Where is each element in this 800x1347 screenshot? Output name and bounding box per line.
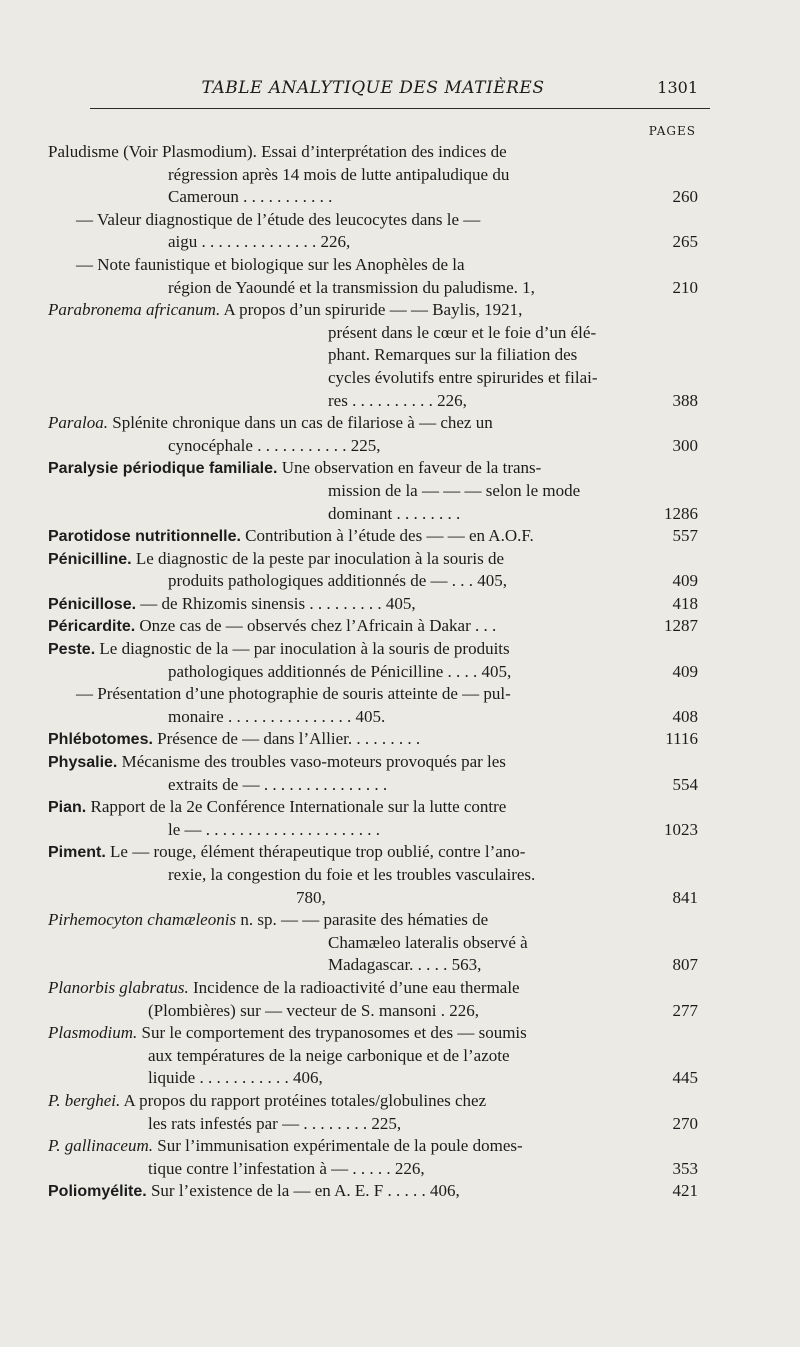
index-line-text: Paralysie périodique familiale. Une observation en faveur de la trans- — [48, 458, 542, 478]
index-line — [48, 1022, 698, 1045]
index-line — [48, 841, 698, 864]
index-line-text: Madagascar. . . . . 563, — [328, 955, 482, 975]
index-line-text: Paraloa. Splénite chronique dans un cas de filariose à — chez un — [48, 413, 493, 433]
index-page-ref: 1286 — [664, 503, 698, 523]
index-line-text: Pirhemocyton chamæleonis n. sp. — — parasite des hématies de — [48, 910, 489, 930]
index-page-ref: 841 — [672, 887, 698, 907]
index-line-text: les rats infestés par — . . . . . . . . 225, — [148, 1113, 402, 1133]
running-title: TABLE ANALYTIQUE DES MATIÈRES — [201, 78, 545, 98]
index-line — [48, 344, 698, 367]
index-page-ref: 210 — [672, 277, 698, 297]
index-page-ref: 554 — [672, 774, 698, 794]
index-line-text: Parabronema africanum. A propos d’un spiruride — — Baylis, 1921, — [48, 300, 523, 320]
index-line — [48, 1113, 698, 1136]
index-page-ref: 445 — [672, 1068, 698, 1088]
index-line-text: (Plombières) sur — vecteur de S. mansoni . 226, — [148, 1000, 479, 1020]
index-line — [48, 435, 698, 458]
index-line — [48, 864, 698, 887]
index-line-text: Parotidose nutritionnelle. Contribution à l’étude des — — en A.O.F. — [48, 526, 534, 546]
index-line — [48, 819, 698, 842]
index-line-text: le — . . . . . . . . . . . . . . . . . . . . . — [168, 819, 381, 839]
index-line — [48, 231, 698, 254]
index-line-text: P. gallinaceum. Sur l’immunisation expérimentale de la poule domes- — [48, 1136, 523, 1156]
index-line-text: Plasmodium. Sur le comportement des trypanosomes et des — soumis — [48, 1023, 527, 1043]
index-line-text: dominant . . . . . . . . — [328, 503, 461, 523]
index-page-ref: 353 — [672, 1158, 698, 1178]
index-line — [48, 1000, 698, 1023]
index-page-ref: 557 — [672, 526, 698, 546]
index-line — [48, 1067, 698, 1090]
index-line — [48, 1090, 698, 1113]
index-line-text: rexie, la congestion du foie et les troubles vasculaires. — [168, 865, 536, 884]
index-line-text: Pian. Rapport de la 2e Conférence Internationale sur la lutte contre — [48, 797, 507, 817]
pages-column-label: PAGES — [648, 124, 696, 138]
index-page-ref: 1116 — [665, 729, 698, 749]
index-line — [48, 774, 698, 797]
index-page-ref: 807 — [672, 955, 698, 975]
index-line-text: liquide . . . . . . . . . . . 406, — [148, 1068, 323, 1088]
index-page-ref: 388 — [672, 390, 698, 410]
index-line-text: P. berghei. A propos du rapport protéines totales/globulines chez — [48, 1090, 487, 1110]
index-line-text: — Valeur diagnostique de l’étude des leucocytes dans le — — [76, 209, 481, 229]
index-line — [48, 932, 698, 955]
index-line — [48, 706, 698, 729]
index-line — [48, 299, 698, 322]
index-line — [48, 1135, 698, 1158]
index-line-text: 780, — [296, 887, 326, 907]
page-number: 1301 — [657, 78, 698, 97]
index-line — [48, 367, 698, 390]
running-header — [48, 78, 698, 102]
index-line-text: cynocéphale . . . . . . . . . . . 225, — [168, 435, 381, 455]
index-line — [48, 186, 698, 209]
index-page-ref: 409 — [672, 661, 698, 681]
index-page-ref: 1287 — [664, 616, 698, 636]
index-line — [48, 1045, 698, 1068]
index-line-text: Paludisme (Voir Plasmodium). Essai d’interprétation des indices de — [48, 142, 507, 161]
index-line-text: monaire . . . . . . . . . . . . . . . 405. — [168, 706, 386, 726]
index-line-text: Chamæleo lateralis observé à — [328, 932, 528, 952]
index-line — [48, 480, 698, 503]
index-line — [48, 322, 698, 345]
index-line-text: Poliomyélite. Sur l’existence de la — en A. E. F . . . . . 406, — [48, 1181, 460, 1201]
index-line — [48, 277, 698, 300]
index-line — [48, 570, 698, 593]
index-line — [48, 638, 698, 661]
index-line — [48, 615, 698, 638]
index-line — [48, 503, 698, 526]
index-page-ref: 409 — [672, 571, 698, 591]
index-line — [48, 457, 698, 480]
index-line — [48, 164, 698, 187]
index-line-text: Peste. Le diagnostic de la — par inoculation à la souris de produits — [48, 639, 510, 659]
index-line — [48, 141, 698, 164]
index-line — [48, 525, 698, 548]
index-page-ref: 270 — [672, 1113, 698, 1133]
index-line-text: extraits de — . . . . . . . . . . . . . . . — [168, 774, 388, 794]
index-line-text: tique contre l’infestation à — . . . . . 226, — [148, 1158, 425, 1178]
index-line-text: Phlébotomes. Présence de — dans l’Allier. . . . . . . . . — [48, 729, 421, 749]
index-line — [48, 1180, 698, 1203]
index-line — [48, 751, 698, 774]
index-line-text: phant. Remarques sur la filiation des — [328, 345, 578, 365]
index-line-text: res . . . . . . . . . . 226, — [328, 390, 467, 410]
index-line-text: Planorbis glabratus. Incidence de la radioactivité d’une eau thermale — [48, 977, 520, 997]
index-line — [48, 661, 698, 684]
index-line — [48, 977, 698, 1000]
index-line-text: cycles évolutifs entre spirurides et filai- — [328, 367, 598, 387]
index-page-ref: 1023 — [664, 819, 698, 839]
index-line-text: Pénicillose. — de Rhizomis sinensis . . . . . . . . . 405, — [48, 593, 416, 613]
index-line — [48, 796, 698, 819]
index-line — [48, 254, 698, 277]
index-line-text: Péricardite. Onze cas de — observés chez l’Africain à Dakar . . . — [48, 616, 497, 636]
index-line-text: mission de la — — — selon le mode — [328, 480, 581, 500]
index-line-text: Cameroun . . . . . . . . . . . — [168, 187, 333, 207]
index-line — [48, 683, 698, 706]
index-page-ref: 277 — [672, 1000, 698, 1020]
index-line-text: présent dans le cœur et le foie d’un élé- — [328, 322, 597, 342]
index-line — [48, 887, 698, 910]
index-page-ref: 421 — [672, 1181, 698, 1201]
index-page-ref: 265 — [672, 232, 698, 252]
index-line — [48, 548, 698, 571]
index-page-ref: 260 — [672, 187, 698, 207]
index-line — [48, 1158, 698, 1181]
header-rule — [90, 108, 710, 109]
index-page-ref: 418 — [672, 593, 698, 613]
index-line — [48, 390, 698, 413]
index-line — [48, 909, 698, 932]
index-page-ref: 300 — [672, 435, 698, 455]
index-line-text: pathologiques additionnés de Pénicilline . . . . 405, — [168, 661, 512, 681]
index-line — [48, 593, 698, 616]
index-page-ref: 408 — [672, 706, 698, 726]
index-line — [48, 209, 698, 232]
index-line-text: aux températures de la neige carbonique et de l’azote — [148, 1045, 510, 1065]
index-line-text: aigu . . . . . . . . . . . . . . 226, — [168, 232, 351, 252]
index-line-text: — Présentation d’une photographie de souris atteinte de — pul- — [76, 684, 511, 704]
index-line-text: Pénicilline. Le diagnostic de la peste par inoculation à la souris de — [48, 548, 505, 568]
index-line-text: produits pathologiques additionnés de — . . . 405, — [168, 571, 508, 591]
index-line-text: — Note faunistique et biologique sur les Anophèles de la — [76, 254, 465, 274]
index-entries — [48, 141, 698, 1203]
index-line-text: Piment. Le — rouge, élément thérapeutique trop oublié, contre l’ano- — [48, 842, 526, 862]
index-line-text: régression après 14 mois de lutte antipaludique du — [168, 164, 510, 184]
index-line — [48, 728, 698, 751]
index-line — [48, 412, 698, 435]
index-line-text: Physalie. Mécanisme des troubles vaso-moteurs provoqués par les — [48, 752, 506, 772]
index-line-text: région de Yaoundé et la transmission du paludisme. 1, — [168, 277, 535, 297]
index-line — [48, 954, 698, 977]
